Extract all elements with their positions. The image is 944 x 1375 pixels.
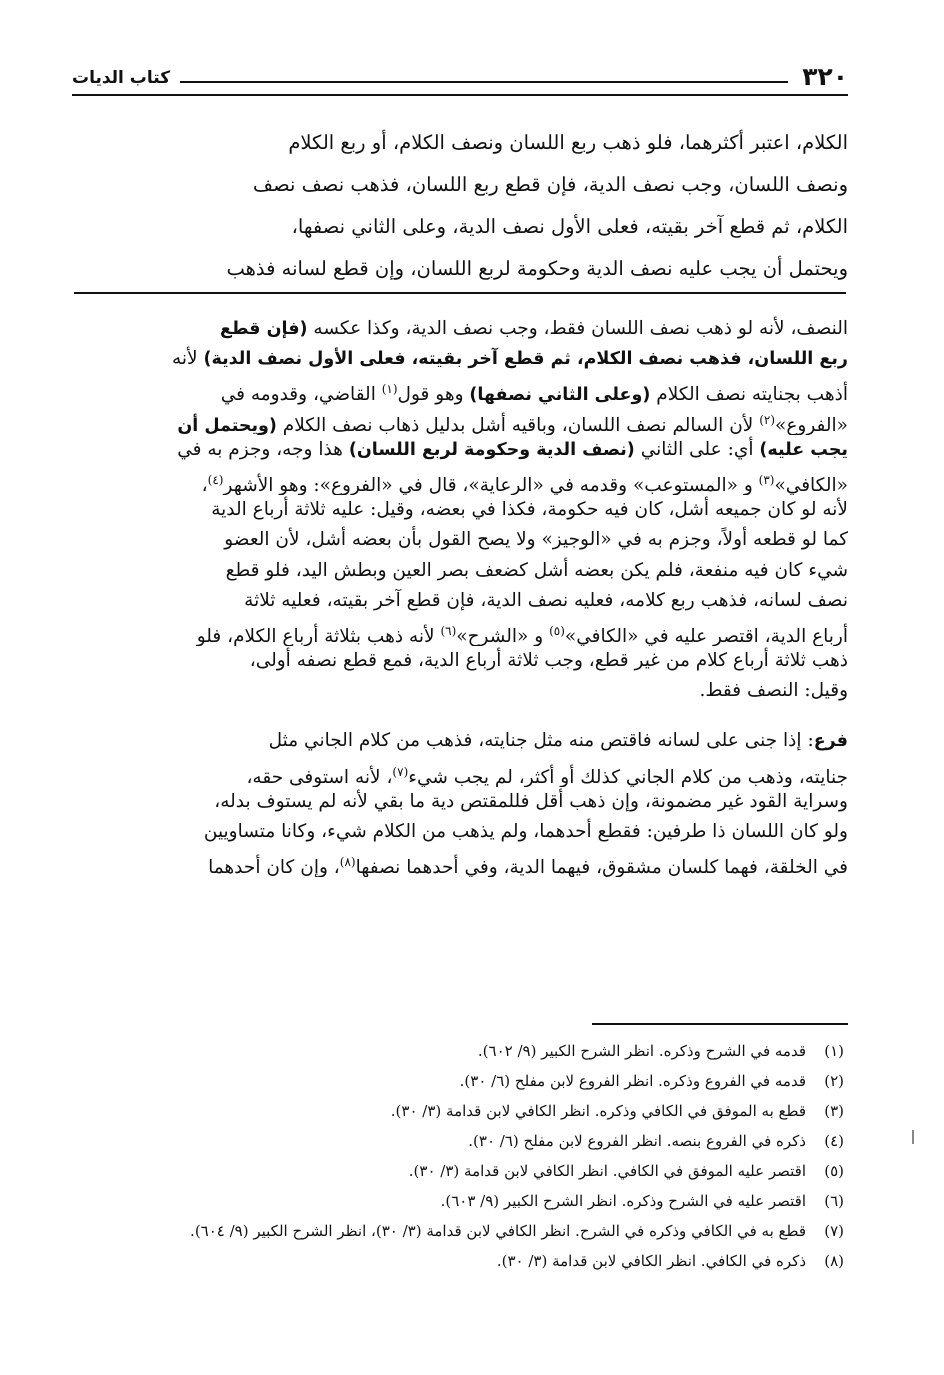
- sharh-line: [70, 757, 848, 787]
- sharh-paragraph-1: [70, 314, 848, 706]
- commentary-text: و «المستوعب» وقدمه في «الرعاية»، قال في «الفروع»: وهو الأشهر: [223, 475, 759, 496]
- footnote-ref: (٢): [759, 412, 776, 427]
- matn-quote: ربع اللسان، فذهب نصف الكلام، ثم قطع آخر بقيته، فعلى الأول نصف الدية): [203, 349, 848, 370]
- commentary-text: هذا وجه، وجزم به في: [177, 438, 349, 460]
- commentary-text: «الفروع»: [775, 414, 848, 435]
- footnote-ref: (١): [381, 382, 398, 397]
- footnote-item: [84, 1098, 844, 1128]
- commentary-text: لأنه: [171, 348, 204, 370]
- matn-line: الكلام، ثم قطع آخر بقيته، فعلى الأول نصف الدية، وعلى الثاني نصفها،: [291, 215, 848, 238]
- footnote-ref: (٧): [392, 764, 409, 779]
- footnote-number: (١): [824, 1042, 844, 1060]
- footnote-item: [84, 1158, 844, 1188]
- running-title: كتاب الديات: [72, 68, 171, 88]
- commentary-text: نصف لسانه، فذهب ربع كلامه، فعليه نصف الدية، فإن قطع آخر بقيته، فعليه ثلاثة: [244, 589, 848, 611]
- footnote-ref: (٦): [440, 623, 457, 638]
- commentary-text: : إذا جنى على لسانه فاقتص منه مثل جنايته، فذهب من كلام الجاني مثل: [268, 730, 814, 752]
- commentary-text: ذهب ثلاثة أرباع كلام من غير قطع، وجب ثلاثة أرباع الدية، فمع قطع نصفه أولى،: [249, 650, 848, 672]
- matn-line: ونصف اللسان، وجب نصف الدية، فإن قطع ربع اللسان، فذهب نصف نصف: [252, 173, 848, 196]
- commentary-text: ، لأنه استوفى حقه،: [246, 766, 393, 787]
- commentary-text: لأنه ذهب بثلاثة أرباع الكلام، فلو: [196, 626, 441, 647]
- footnote-number: (٤): [824, 1132, 844, 1150]
- footnote-text: قطع به الموفق في الكافي وذكره. انظر الكافي لابن قدامة (٣/ ٣٠).: [390, 1102, 806, 1120]
- sharh-line: [70, 676, 848, 706]
- footnote-text: قدمه في الشرح وذكره. انظر الشرح الكبير (٩/ ٦٠٢).: [477, 1042, 806, 1060]
- footnote-text: ذكره في الكافي. انظر الكافي لابن قدامة (٣/ ٣٠).: [496, 1252, 806, 1270]
- commentary-text: كما لو قطعه أولاً، وجزم به في «الوجيز» ولا يصح القول بأن بعضه أشل، لأن العضو: [224, 529, 848, 551]
- footnote-number: (٨): [824, 1252, 844, 1270]
- sharh-line: [70, 435, 848, 465]
- sharh-text: [70, 314, 848, 877]
- matn-text: [70, 122, 848, 290]
- commentary-text: لأن السالم نصف اللسان، وباقيه أشل بدليل ذهاب نصف الكلام: [276, 414, 760, 435]
- commentary-text: جنايته، وذهب من كلام الجاني كذلك أو أكثر، لم يجب شيء: [408, 766, 848, 787]
- sharh-line: [70, 405, 848, 435]
- commentary-text: وقيل: النصف فقط.: [699, 680, 848, 702]
- commentary-text: النصف، لأنه لو ذهب نصف اللسان فقط، وجب نصف الدية، وكذا عكسه: [307, 318, 848, 339]
- header-line: [180, 81, 788, 83]
- matn-line: ويحتمل أن يجب عليه نصف الدية وحكومة لربع اللسان، وإن قطع لسانه فذهب: [226, 257, 848, 280]
- sharh-line: [70, 495, 848, 525]
- footnote-text: اقتصر عليه الموفق في الكافي. انظر الكافي لابن قدامة (٣/ ٣٠).: [408, 1162, 806, 1180]
- sharh-line: [70, 556, 848, 586]
- sharh-line: [70, 525, 848, 555]
- commentary-text: أي: على الثاني: [634, 438, 760, 460]
- sharh-line: [70, 726, 848, 756]
- commentary-text: وهو قول: [397, 384, 470, 405]
- footnote-number: (٧): [824, 1222, 844, 1240]
- footnote-item: [84, 1038, 844, 1068]
- sharh-line: [70, 646, 848, 676]
- footnote-number: (٢): [824, 1072, 844, 1090]
- footnote-ref: (٥): [549, 623, 565, 638]
- commentary-text: ، وإن كان أحدهما: [208, 857, 340, 878]
- footnote-ref: (٣): [758, 472, 775, 487]
- matn-quote: (وعلى الثاني نصفها): [469, 385, 651, 405]
- footnote-number: (٦): [824, 1192, 844, 1210]
- sharh-line: [70, 374, 848, 404]
- footnotes: [84, 1038, 844, 1278]
- footnote-number: (٥): [824, 1162, 844, 1180]
- footnote-text: قدمه في الفروع وذكره. انظر الفروع لابن مفلح (٦/ ٣٠).: [459, 1072, 806, 1090]
- scan-mark: [912, 1130, 914, 1144]
- sharh-line: [70, 787, 848, 817]
- footnote-ref: (٨): [339, 855, 356, 870]
- footnote-number: (٣): [824, 1102, 844, 1120]
- matn-quote: (نصف الدية وحكومة لربع اللسان): [348, 439, 635, 460]
- footnote-item: [84, 1248, 844, 1278]
- footnote-ref: (٤): [207, 472, 224, 487]
- sharh-line: [70, 586, 848, 616]
- matn-separator: [74, 292, 846, 294]
- commentary-text: لأنه لو كان جميعه أشل، كان فيه حكومة، فكذا في بعضه، وقيل: عليه ثلاثة أرباع الدية: [211, 499, 848, 521]
- footnote-text: قطع به في الكافي وذكره في الشرح. انظر الكافي لابن قدامة (٣/ ٣٠)، انظر الشرح الكبير (٩/ ٦٠٤).: [190, 1222, 806, 1240]
- commentary-text: في الخلقة، فهما كلسان مشقوق، فيهما الدية، وفي أحدهما نصفها: [355, 857, 848, 878]
- commentary-text: أرباع الدية، اقتصر عليه في «الكافي»: [564, 626, 848, 647]
- footnote-text: اقتصر عليه في الشرح وذكره. انظر الشرح الكبير (٩/ ٦٠٣).: [440, 1192, 806, 1210]
- sharh-line: [70, 616, 848, 646]
- matn-quote: (فإن قطع: [220, 319, 308, 339]
- matn-quote: (ويحتمل أن: [177, 415, 277, 435]
- commentary-text: و «الشرح»: [456, 626, 550, 647]
- commentary-text: ،: [201, 475, 208, 496]
- footnote-text: ذكره في الفروع بنصه. انظر الفروع لابن مفلح (٦/ ٣٠).: [468, 1132, 806, 1150]
- footnote-separator: [592, 1023, 848, 1025]
- footnote-item: [84, 1218, 844, 1248]
- matn-quote: فرع: [813, 731, 848, 752]
- footnote-item: [84, 1068, 844, 1098]
- sharh-line: [70, 314, 848, 344]
- page-number: ٣٢٠: [802, 62, 848, 91]
- commentary-text: «الكافي»: [774, 475, 848, 496]
- header-rule: [72, 94, 848, 96]
- commentary-text: وسراية القود غير مضمونة، وإن ذهب أقل فللمقتص دية ما بقي لأنه لم يستوف بدله،: [214, 790, 848, 812]
- commentary-text: أذهب بجنايته نصف الكلام: [650, 384, 848, 405]
- sharh-line: [70, 344, 848, 374]
- sharh-line: [70, 847, 848, 877]
- page-header: [72, 58, 848, 92]
- sharh-line: [70, 465, 848, 495]
- commentary-text: ولو كان اللسان ذا طرفين: فقطع أحدهما، ولم يذهب من الكلام شيء، وكانا متساويين: [203, 821, 848, 842]
- commentary-text: القاضي، وقدومه في: [220, 384, 382, 405]
- footnote-item: [84, 1188, 844, 1218]
- matn-quote: يجب عليه): [759, 439, 848, 460]
- footnote-item: [84, 1128, 844, 1158]
- sharh-paragraph-2: [70, 726, 848, 877]
- sharh-line: [70, 817, 848, 847]
- matn-line: الكلام، اعتبر أكثرهما، فلو ذهب ربع اللسان ونصف الكلام، أو ربع الكلام: [288, 131, 848, 154]
- commentary-text: شيء كان فيه منفعة، فلم يكن بعضه أشل كضعف بصر العين وبطش اليد، فلو قطع: [225, 559, 848, 581]
